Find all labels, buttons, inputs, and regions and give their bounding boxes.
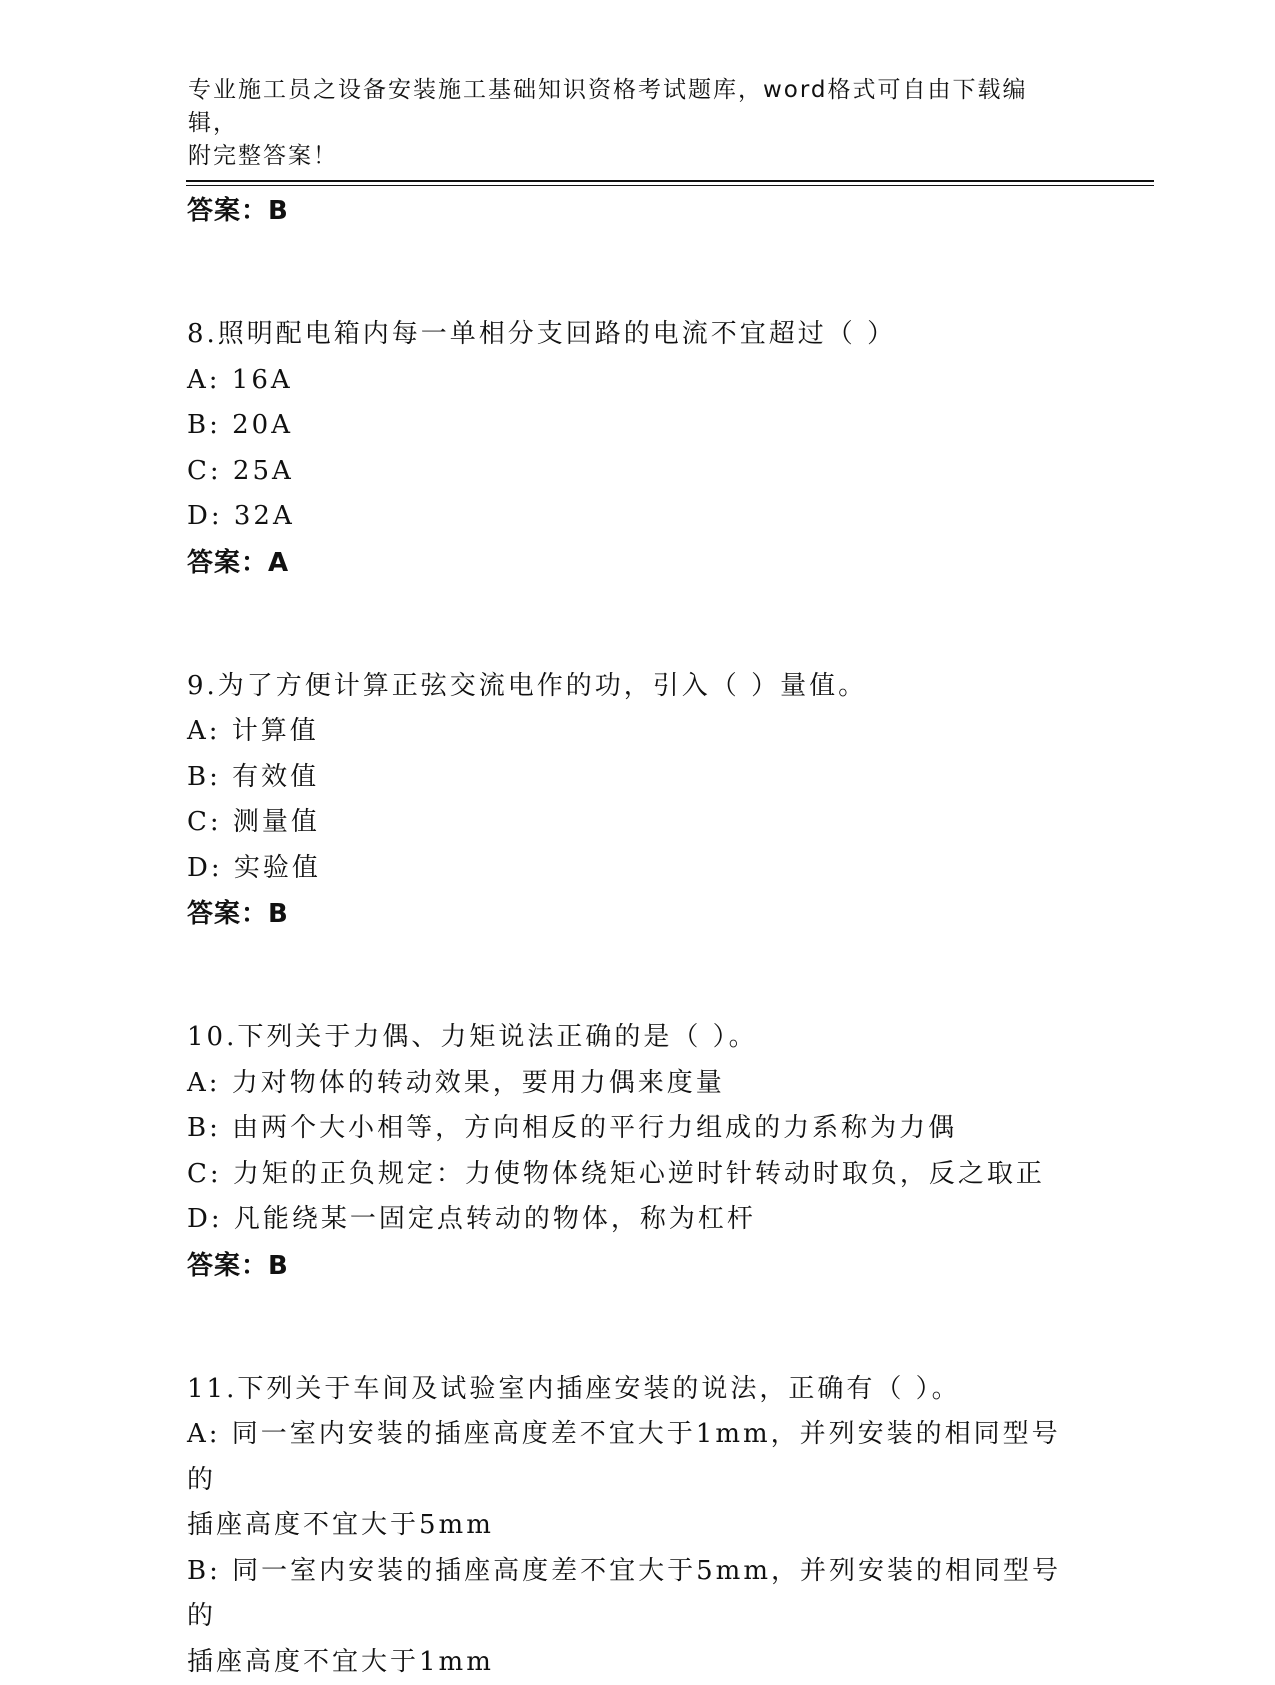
question-8 — [187, 312, 1087, 586]
answer-q7: 答案：B — [187, 188, 1087, 234]
option-a-continued: 插座高度不宜大于5mm — [187, 1503, 1087, 1549]
spacer — [187, 234, 1087, 312]
question-list — [187, 188, 1087, 1685]
option-b: B: 由两个大小相等，方向相反的平行力组成的力系称为力偶 — [187, 1106, 1087, 1152]
answer-q10: 答案：B — [187, 1243, 1087, 1289]
option-b-continued: 插座高度不宜大于1mm — [187, 1640, 1087, 1685]
option-b: B: 同一室内安装的插座高度差不宜大于5mm，并列安装的相同型号的 — [187, 1549, 1087, 1640]
header-line-1: 专业施工员之设备安装施工基础知识资格考试题库，word格式可自由下载编辑， — [188, 74, 1068, 140]
question-stem: 11.下列关于车间及试验室内插座安装的说法，正确有（ ）。 — [187, 1367, 1087, 1413]
question-stem: 8.照明配电箱内每一单相分支回路的电流不宜超过（ ） — [187, 312, 1087, 358]
spacer — [187, 937, 1087, 1015]
header-rule-thin — [186, 185, 1154, 186]
option-a: A: 同一室内安装的插座高度差不宜大于1mm，并列安装的相同型号的 — [187, 1412, 1087, 1503]
question-stem: 10.下列关于力偶、力矩说法正确的是（ ）。 — [187, 1015, 1087, 1061]
document-header — [188, 74, 1068, 173]
question-11 — [187, 1367, 1087, 1685]
spacer — [187, 1289, 1087, 1367]
question-stem: 9.为了方便计算正弦交流电作的功，引入（ ）量值。 — [187, 664, 1087, 710]
option-a: A: 16A — [187, 358, 1087, 404]
option-a: A: 计算值 — [187, 709, 1087, 755]
option-c: C: 力矩的正负规定：力使物体绕矩心逆时针转动时取负，反之取正 — [187, 1152, 1087, 1198]
option-b: B: 20A — [187, 403, 1087, 449]
question-9 — [187, 664, 1087, 938]
answer-q9: 答案：B — [187, 891, 1087, 937]
option-b: B: 有效值 — [187, 755, 1087, 801]
option-d: D: 实验值 — [187, 846, 1087, 892]
option-a: A: 力对物体的转动效果，要用力偶来度量 — [187, 1061, 1087, 1107]
option-c: C: 测量值 — [187, 800, 1087, 846]
header-line-2: 附完整答案！ — [188, 140, 1068, 173]
spacer — [187, 586, 1087, 664]
option-c: C: 25A — [187, 449, 1087, 495]
header-rule-thick — [186, 180, 1154, 182]
option-d: D: 32A — [187, 494, 1087, 540]
option-d: D: 凡能绕某一固定点转动的物体，称为杠杆 — [187, 1197, 1087, 1243]
question-10 — [187, 1015, 1087, 1289]
answer-q8: 答案：A — [187, 540, 1087, 586]
